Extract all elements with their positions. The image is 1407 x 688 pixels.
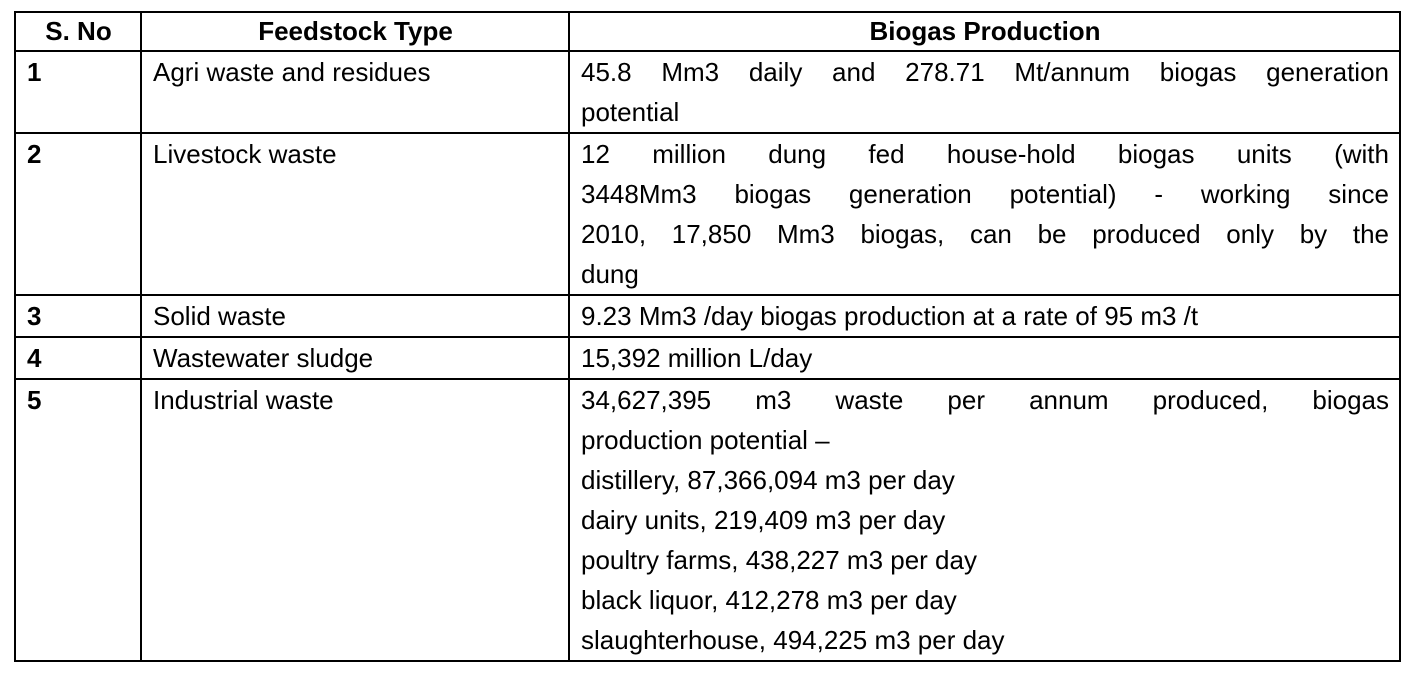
production-line: distillery, 87,366,094 m3 per day [581, 465, 955, 495]
production-line: slaughterhouse, 494,225 m3 per day [581, 625, 1005, 655]
table-row [15, 133, 1400, 295]
header-biogas-production: Biogas Production [569, 12, 1400, 51]
production-line: 15,392 million L/day [581, 343, 813, 373]
production-line: production potential – [581, 425, 830, 455]
production-line: potential [581, 97, 680, 127]
cell-feedstock-type: Livestock waste [141, 133, 569, 295]
cell-biogas-production [569, 379, 1400, 661]
production-line: black liquor, 412,278 m3 per day [581, 585, 957, 615]
production-line: 2010, 17,850 Mm3 biogas, can be produced only by the [581, 219, 1389, 249]
biogas-feedstock-table [14, 11, 1401, 662]
table-row [15, 337, 1400, 379]
header-sno: S. No [15, 12, 141, 51]
cell-biogas-production [569, 295, 1400, 337]
table-row [15, 295, 1400, 337]
table-body [15, 51, 1400, 661]
table-row [15, 51, 1400, 133]
production-line: 45.8 Mm3 daily and 278.71 Mt/annum biogas generation [581, 57, 1389, 87]
production-line: 12 million dung fed house-hold biogas units (with [581, 139, 1389, 169]
cell-feedstock-type: Agri waste and residues [141, 51, 569, 133]
cell-sno: 5 [15, 379, 141, 661]
cell-sno: 4 [15, 337, 141, 379]
cell-sno: 3 [15, 295, 141, 337]
production-line: dung [581, 259, 639, 289]
cell-biogas-production [569, 133, 1400, 295]
production-line: poultry farms, 438,227 m3 per day [581, 545, 977, 575]
cell-feedstock-type: Industrial waste [141, 379, 569, 661]
table-row [15, 379, 1400, 661]
cell-biogas-production [569, 51, 1400, 133]
production-line: 9.23 Mm3 /day biogas production at a rate of 95 m3 /t [581, 301, 1199, 331]
cell-sno: 2 [15, 133, 141, 295]
header-feedstock-type: Feedstock Type [141, 12, 569, 51]
table-header-row [15, 12, 1400, 51]
production-line: 3448Mm3 biogas generation potential) - working since [581, 179, 1389, 209]
production-line: dairy units, 219,409 m3 per day [581, 505, 946, 535]
cell-biogas-production [569, 337, 1400, 379]
cell-feedstock-type: Wastewater sludge [141, 337, 569, 379]
production-line: 34,627,395 m3 waste per annum produced, biogas [581, 385, 1389, 415]
cell-feedstock-type: Solid waste [141, 295, 569, 337]
cell-sno: 1 [15, 51, 141, 133]
